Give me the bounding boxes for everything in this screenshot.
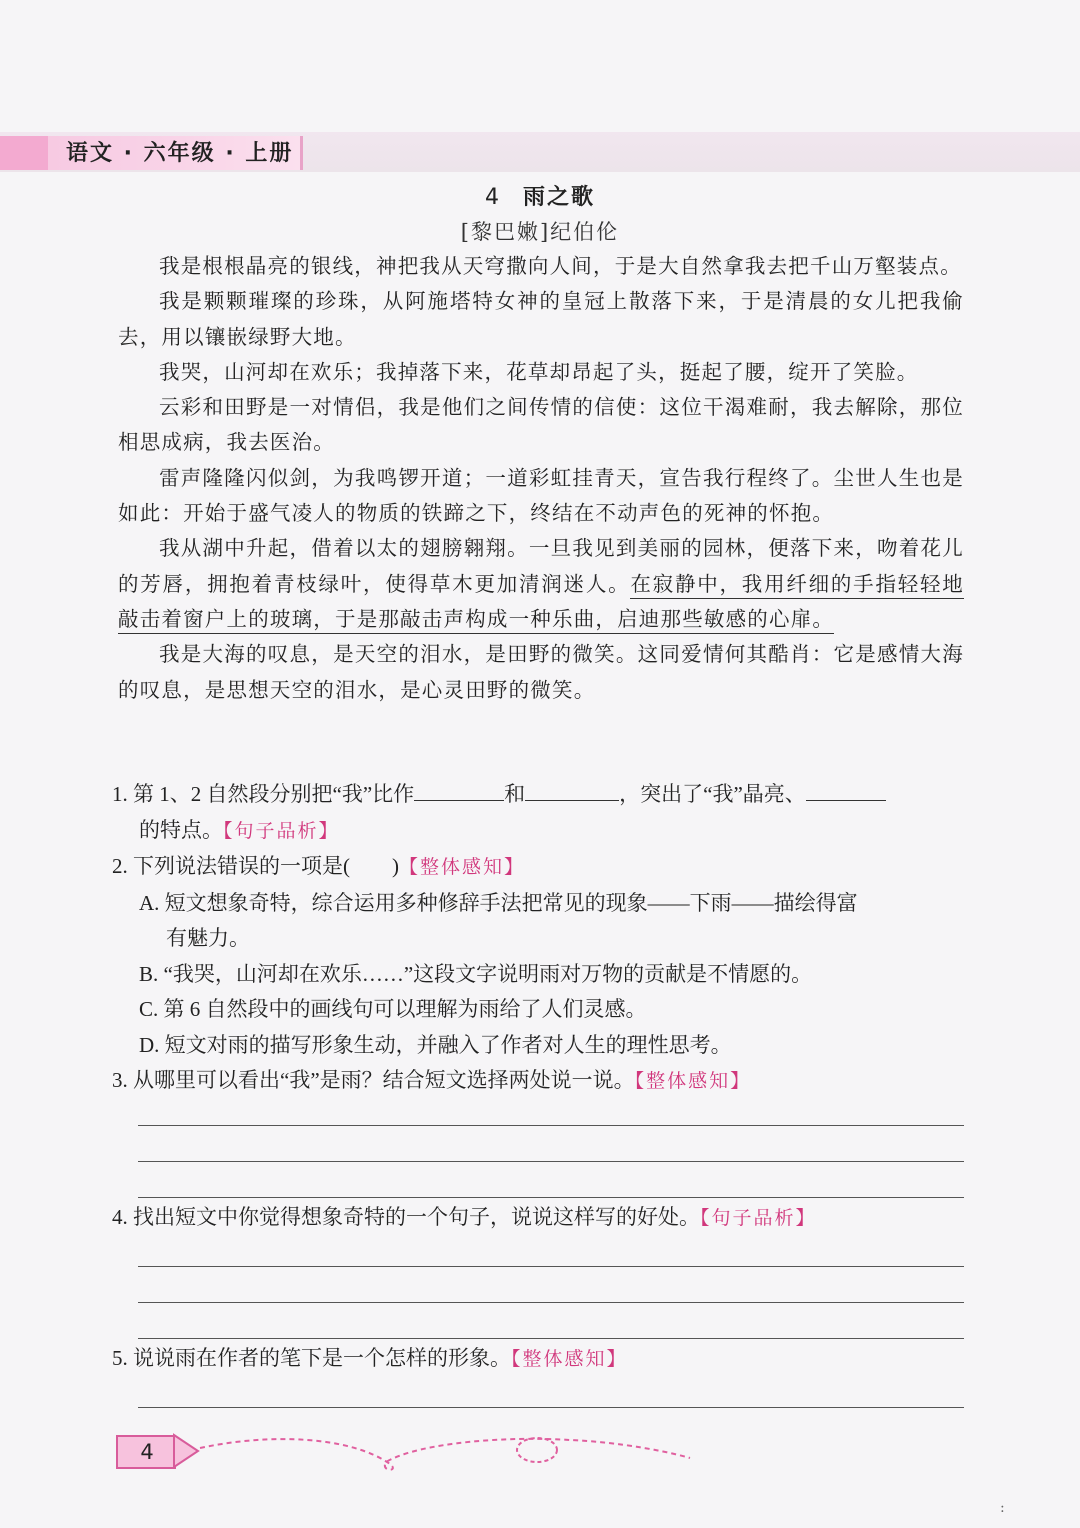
category-tag: 【整体感知】 bbox=[511, 1348, 628, 1370]
option-c: C. 第 6 自然段中的画线句可以理解为雨给了人们灵感。 bbox=[139, 997, 647, 1021]
paragraph: 我是根根晶亮的银线，神把我从天穹撒向人间，于是大自然拿我去把千山万壑装点。 bbox=[159, 254, 962, 278]
option-b: B. “我哭，山河却在欢乐……”这段文字说明雨对万物的贡献是不情愿的。 bbox=[139, 961, 813, 986]
paragraph: 我哭，山河却在欢乐；我掉落下来，花草却昂起了头，挺起了腰，绽开了笑脸。 bbox=[159, 359, 919, 384]
questions bbox=[112, 777, 964, 1100]
page-number: 4 bbox=[116, 1435, 176, 1469]
answer-blank[interactable] bbox=[525, 778, 619, 801]
dashed-wave-decoration bbox=[190, 1428, 720, 1478]
answer-blank[interactable] bbox=[806, 778, 886, 801]
answer-lines-q3[interactable] bbox=[138, 1090, 964, 1198]
question-text: 4. 找出短文中你觉得想象奇特的一个句子，说说这样写的好处。 bbox=[112, 1205, 700, 1229]
category-tag: 【整体感知】 bbox=[399, 856, 526, 878]
underlined-sentence: 在寂静中，我用纤细的手指轻轻地敲击着窗户上的玻璃，于是那敲击声构成一种乐曲，启迪那些敏感的心扉。 bbox=[118, 572, 964, 634]
category-tag: 【句子品析】 bbox=[700, 1207, 817, 1229]
question-text: 3. 从哪里可以看出“我”是雨？结合短文选择两处说一说。 bbox=[112, 1068, 635, 1092]
option-text: 有魅力。 bbox=[166, 926, 250, 950]
paragraph: 云彩和田野是一对情侣，我是他们之间传情的信使：这位干渴难耐，我去解除，那位相思成病，我去医治。 bbox=[118, 395, 964, 455]
question-text: 5. 说说雨在作者的笔下是一个怎样的形象。 bbox=[112, 1346, 511, 1370]
question-2 bbox=[112, 849, 964, 886]
article-title bbox=[0, 180, 1080, 211]
paragraph: 我是大海的叹息，是天空的泪水，是田野的微笑。这同爱情何其酷肖：它是感情大海的叹息，是思想天空的泪水，是心灵田野的微笑。 bbox=[118, 642, 964, 702]
option-text: A. 短文想象奇特，综合运用多种修辞手法把常见的现象——下雨——描绘得富 bbox=[139, 890, 858, 915]
paragraph: 我是颗颗璀璨的珍珠，从阿施塔特女神的皇冠上散落下来，于是清晨的女儿把我偷去，用以镶嵌绿野大地。 bbox=[118, 289, 964, 349]
question-text: ，突出了“我”晶亮、 bbox=[619, 782, 806, 806]
book-label: 语文 · 六年级 · 上册 bbox=[66, 141, 294, 166]
paragraph: 雷声隆隆闪似剑，为我鸣锣开道；一道彩虹挂青天，宣告我行程终了。尘世人生也是如此：开始于盛气凌人的物质的铁蹄之下，终结在不动声色的死神的怀抱。 bbox=[118, 465, 964, 526]
article-author: [黎巴嫩]纪伯伦 bbox=[460, 220, 620, 244]
category-tag: 【整体感知】 bbox=[634, 1070, 752, 1092]
option-d: D. 短文对雨的描写形象生动，并融入了作者对人生的理性思考。 bbox=[139, 1032, 732, 1057]
question-text: 和 bbox=[504, 782, 526, 806]
answer-lines-q5[interactable] bbox=[138, 1372, 964, 1408]
question-text: 的特点。 bbox=[139, 817, 223, 842]
question-text: ) bbox=[392, 854, 399, 878]
question-1 bbox=[112, 777, 964, 849]
answer-blank[interactable] bbox=[414, 778, 504, 801]
option-a bbox=[112, 886, 964, 957]
paragraph-text: 我从湖中升起，借着以太的翅膀翱翔。一旦我见到美丽的园林，便落下来，吻着花儿的芳唇，拥抱着青枝绿叶，使得草木更加清润迷人。 bbox=[118, 536, 964, 596]
paragraph bbox=[118, 531, 964, 637]
article-number: 4 bbox=[484, 185, 501, 210]
passage bbox=[118, 249, 964, 708]
question-text: 1. 第 1、2 自然段分别把“我”比作 bbox=[112, 782, 415, 806]
question-text: 2. 下列说法错误的一项是( bbox=[112, 854, 350, 878]
article-title-text: 雨之歌 bbox=[522, 185, 595, 210]
answer-lines-q4[interactable] bbox=[138, 1231, 964, 1339]
corner-mark: : bbox=[1000, 1500, 1005, 1516]
category-tag: 【句子品析】 bbox=[223, 819, 340, 842]
